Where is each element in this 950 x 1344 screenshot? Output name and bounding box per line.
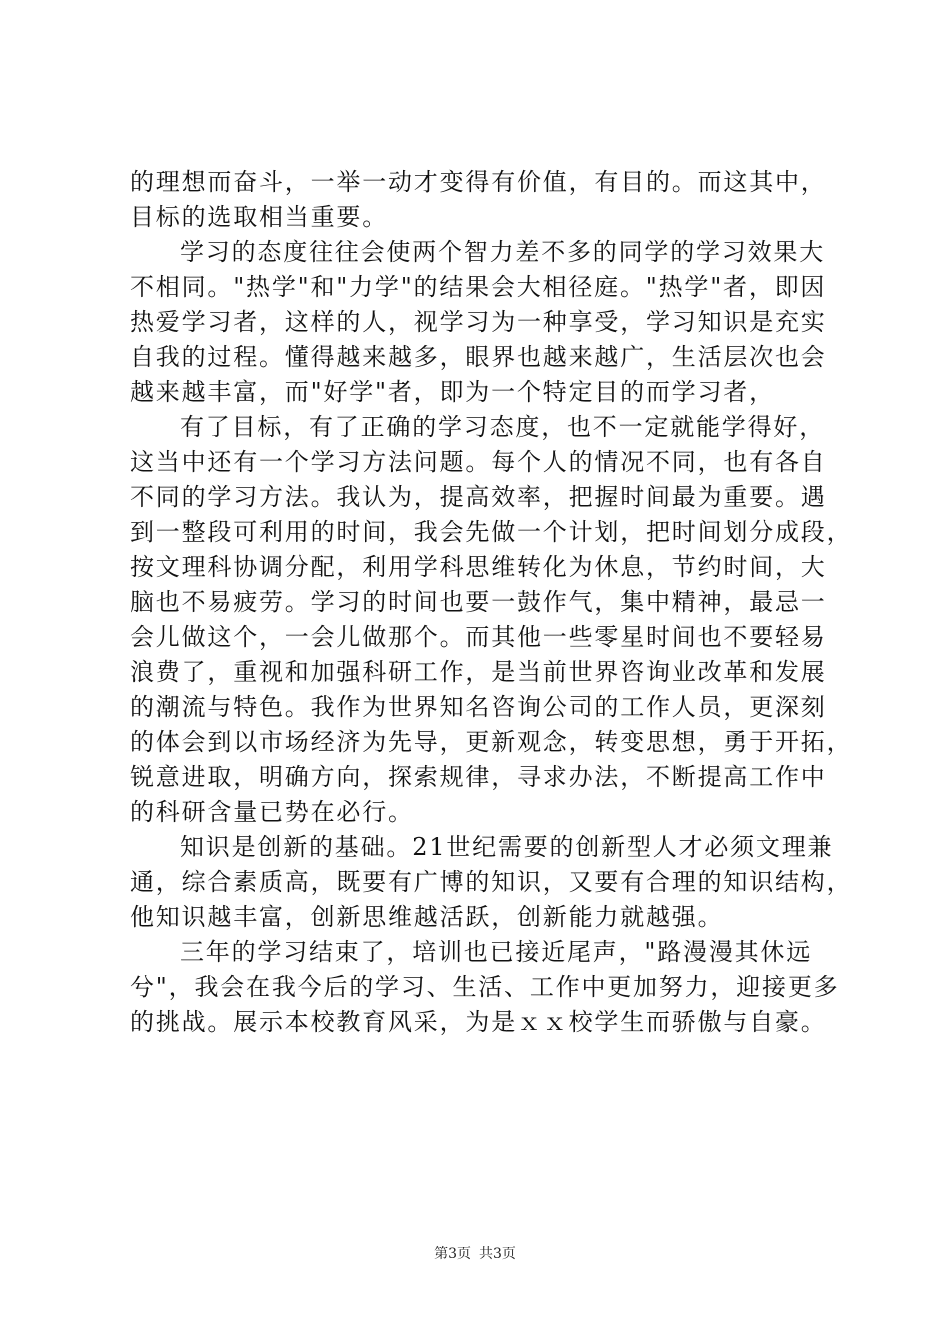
text-line: 浪费了，重视和加强科研工作，是当前世界咨询业改革和发展 <box>130 658 827 686</box>
text-line: 目标的选取相当重要。 <box>130 203 388 231</box>
text-line: 自我的过程。懂得越来越多，眼界也越来越广，生活层次也会 <box>130 343 827 371</box>
document-body <box>130 165 853 1040</box>
paragraph-start-line: 三年的学习结束了，培训也已接近尾声，"路漫漫其休远 <box>180 938 813 966</box>
paragraph-start-line: 学习的态度往往会使两个智力差不多的同学的学习效果大 <box>180 238 825 266</box>
text-line: 不同的学习方法。我认为，提高效率，把握时间最为重要。遇 <box>130 483 827 511</box>
paragraph-start-line: 有了目标，有了正确的学习态度，也不一定就能学得好， <box>180 413 825 441</box>
text-line: 通，综合素质高，既要有广博的知识，又要有合理的知识结构， <box>130 868 853 896</box>
text-line: 的挑战。展示本校教育风采，为是ｘｘ校学生而骄傲与自豪。 <box>130 1008 827 1036</box>
text-line: 的科研含量已势在必行。 <box>130 798 414 826</box>
text-line: 兮"，我会在我今后的学习、生活、工作中更加努力，迎接更多 <box>130 973 840 1001</box>
text-line: 按文理科协调分配，利用学科思维转化为休息，节约时间，大 <box>130 553 827 581</box>
text-line: 越来越丰富，而"好学"者，即为一个特定目的而学习者， <box>130 378 775 406</box>
page-footer <box>0 1244 950 1264</box>
text-line: 他知识越丰富，创新思维越活跃，创新能力就越强。 <box>130 903 724 931</box>
page-number: 第3页 <box>434 1246 471 1262</box>
text-line: 不相同。"热学"和"力学"的结果会大相径庭。"热学"者，即因 <box>130 273 827 301</box>
text-line: 锐意进取，明确方向，探索规律，寻求办法，不断提高工作中 <box>130 763 827 791</box>
text-line: 热爱学习者，这样的人，视学习为一种享受，学习知识是充实 <box>130 308 827 336</box>
text-line: 的理想而奋斗，一举一动才变得有价值，有目的。而这其中， <box>130 168 827 196</box>
page-total: 共3页 <box>479 1246 516 1262</box>
paragraph-start-line: 知识是创新的基础。21世纪需要的创新型人才必须文理兼 <box>180 833 834 861</box>
text-line: 到一整段可利用的时间，我会先做一个计划，把时间划分成段， <box>130 518 853 546</box>
text-line: 的体会到以市场经济为先导，更新观念，转变思想，勇于开拓， <box>130 728 853 756</box>
text-line: 脑也不易疲劳。学习的时间也要一鼓作气，集中精神，最忌一 <box>130 588 827 616</box>
text-line: 这当中还有一个学习方法问题。每个人的情况不同，也有各自 <box>130 448 827 476</box>
text-line: 会儿做这个，一会儿做那个。而其他一些零星时间也不要轻易 <box>130 623 827 651</box>
text-line: 的潮流与特色。我作为世界知名咨询公司的工作人员，更深刻 <box>130 693 827 721</box>
